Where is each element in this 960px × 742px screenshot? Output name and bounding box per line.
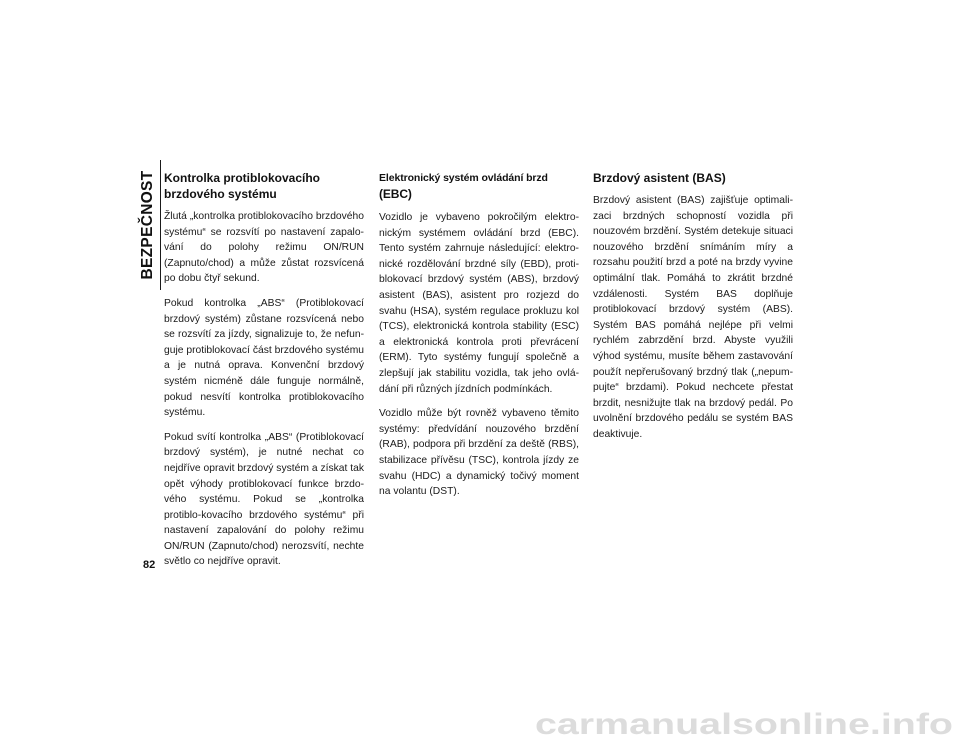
paragraph: Pokud svítí kontrolka „ABS“ (Protiblokovací brzdový systém), je nutné nechat co nejdříve opravit brzdový systém a získat tak opět výhody protiblokovací funkce brzdo-vého systému. Pokud se „kontrolka protiblo-kovacího brzdového systému“ při nastavení zapalování do polohy režimu ON/RUN (Zapnuto/chod) nerozsvítí, nechte světlo co nejdříve opravit. — [164, 431, 364, 568]
paragraph: Pokud kontrolka „ABS“ (Protiblokovací brzdový systém) zůstane rozsvícená nebo se rozsvítí za jízdy, signalizuje to, že nefun-guje protiblokovací část brzdového systému a je nutná oprava. Konvenční brzdový systém nicméně dále funguje normálně, pokud nesvítí kontrolka protiblokovacího systému. — [164, 297, 364, 419]
paragraph: Vozidlo může být rovněž vybaveno těmito systémy: předvídání nouzového brzdění (RAB), podpora při brzdění za deště (RBS), stabilizace přívěsu (TSC), kontrola jízdy ze svahu (HDC) a dynamický točivý moment na volantu (DST). — [379, 408, 579, 498]
paragraph: Brzdový asistent (BAS) zajišťuje optimali-zaci brzdných schopností vozidla při nouzovém brzdění. Systém detekuje situaci nouzového brzdění snímáním míry a rozsahu použití brzd a poté na brzdy vyvine optimální tlak. Pomáhá to zkrátit brzdné vzdálenosti. Systém BAS doplňuje protiblokovací brzdový systém (ABS). Systém BAS pomáhá nejlépe při velmi rychlém zabrzdění brzd. Abyste využili výhod systému, musíte během zastavování použít nepřerušovaný brzdný tlak („nepum-pujte“ brzdami). Pokud nechcete přestat brzdit, nesnižujte tlak na brzdový pedál. Po uvolnění brzdového pedálu se systém BAS deaktivuje. — [593, 195, 793, 440]
watermark-logo — [535, 706, 955, 740]
section-heading-abs-light: Kontrolka protiblokovacího brzdového systému — [164, 171, 321, 201]
section-heading-ebc — [379, 170, 579, 203]
column-ebc — [379, 170, 579, 509]
section-heading-ebc-text: Elektronický systém ovládání brzd — [379, 172, 548, 184]
paragraph: Vozidlo je vybaveno pokročilým elektro-nickým systémem ovládání brzd (EBC). Tento systém zahrnuje následující: elektro-nické rozdělování brzdné síly (EBD), proti-blokovací brzdový systém (ABS), brzdový asistent (BAS), asistent pro rozjezd do svahu (HSA), systém regulace prokluzu kol (TCS), elektronická kontrola stability (ESC) a elektronická kontrola proti převrácení (ERM). Tyto systémy fungují společně a zlepšují jak stabilitu vozidla, tak jeho ovlá-dání při různých jízdních podmínkách. — [379, 212, 579, 395]
section-heading-bas: Brzdový asistent (BAS) — [593, 171, 726, 185]
paragraph: Žlutá „kontrolka protiblokovacího brzdového systému“ se rozsvítí po nastavení zapalo-vání do polohy režimu ON/RUN (Zapnuto/chod) a může zůstat rozsvícená po dobu čtyř sekund. — [164, 211, 364, 285]
section-tab-rule — [160, 160, 161, 290]
page-number: 82 — [143, 559, 156, 571]
column-bas — [593, 170, 793, 452]
svg-text:carmanualsonline.info: carmanualsonline.info — [535, 708, 953, 740]
section-heading-ebc-abbr: (EBC) — [379, 187, 412, 201]
section-tab — [137, 160, 159, 290]
column-abs-warning-light — [164, 170, 364, 579]
section-tab-label: BEZPEČNOST — [139, 170, 156, 280]
